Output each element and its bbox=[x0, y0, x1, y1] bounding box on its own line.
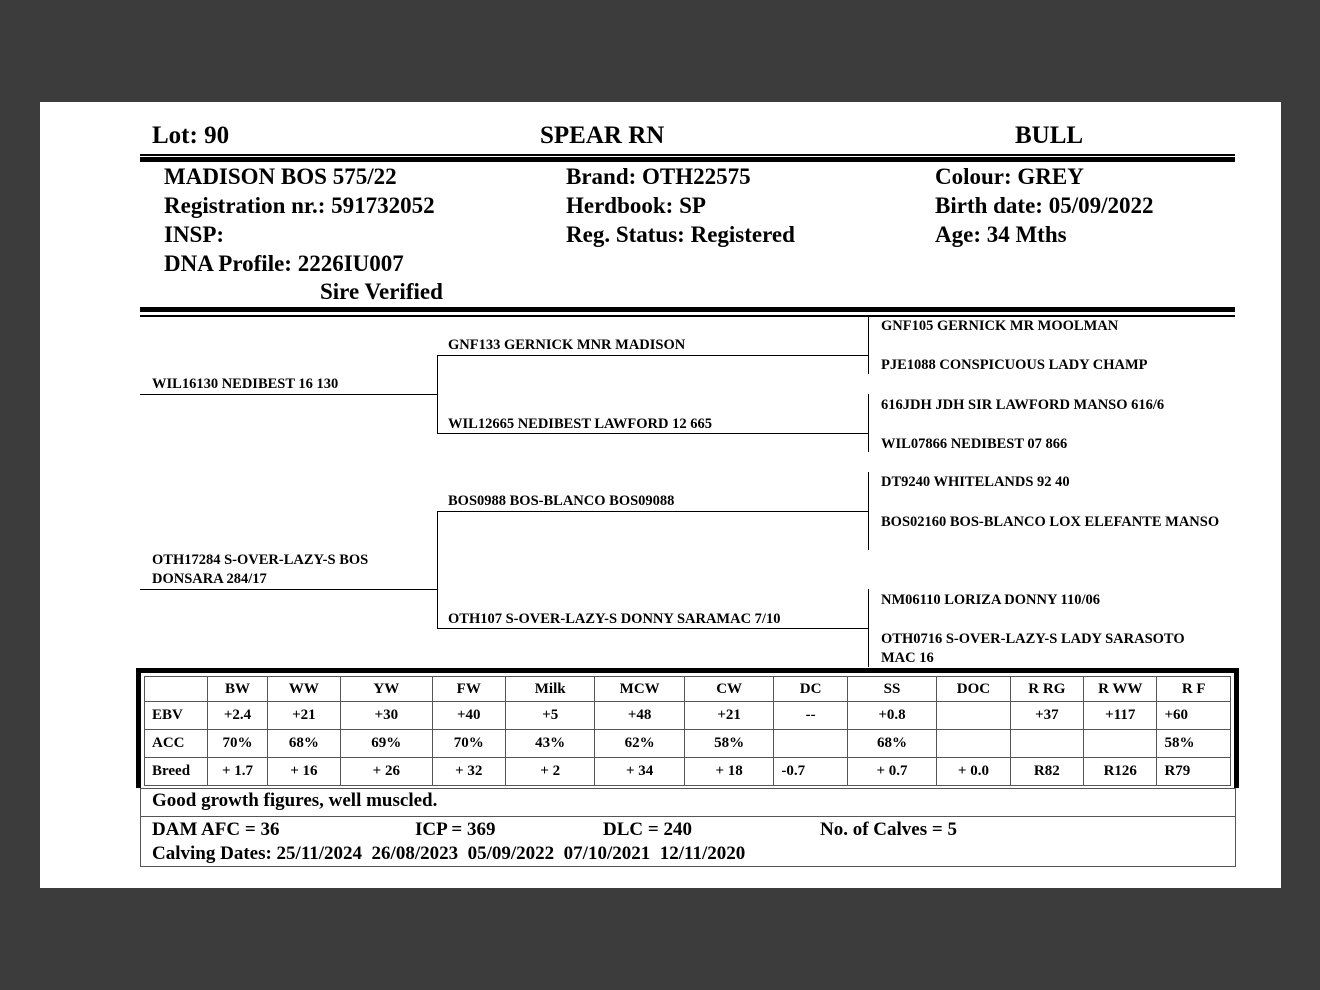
ebv-cell: 58% bbox=[684, 730, 773, 758]
calving-dates: Calving Dates: 25/11/2024 26/08/2023 05/09/2022 07/10/2021 12/11/2020 bbox=[152, 843, 746, 864]
pedigree-dam-sire: BOS0988 BOS-BLANCO BOS09088 bbox=[448, 493, 675, 509]
ebv-col-header: BW bbox=[208, 677, 267, 702]
pedigree-ggp-6: BOS02160 BOS-BLANCO LOX ELEFANTE MANSO bbox=[881, 514, 1220, 530]
pedigree-sire-sire: GNF133 GERNICK MNR MADISON bbox=[448, 337, 686, 353]
ebv-cell: + 26 bbox=[341, 758, 433, 786]
ebv-cell bbox=[937, 702, 1010, 730]
ebv-cell: + 0.0 bbox=[937, 758, 1010, 786]
pedigree-dam-dam: OTH107 S-OVER-LAZY-S DONNY SARAMAC 7/10 bbox=[448, 611, 781, 627]
dam-bracket bbox=[437, 511, 438, 628]
herdbook: Herdbook: SP bbox=[566, 193, 706, 218]
ebv-cell: R126 bbox=[1084, 758, 1157, 786]
pedigree-ggp-7: NM06110 LORIZA DONNY 110/06 bbox=[881, 592, 1100, 608]
colour: Colour: GREY bbox=[935, 164, 1084, 189]
ebv-header-row bbox=[145, 677, 1231, 702]
ebv-col-header: R WW bbox=[1084, 677, 1157, 702]
dam-calves: No. of Calves = 5 bbox=[820, 819, 957, 840]
ebv-cell: -- bbox=[774, 702, 847, 730]
ebv-col-header: FW bbox=[432, 677, 505, 702]
ebv-cell: 70% bbox=[432, 730, 505, 758]
sire-bracket bbox=[437, 355, 438, 433]
ebv-cell: 68% bbox=[267, 730, 340, 758]
pedigree-ggp-3: 616JDH JDH SIR LAWFORD MANSO 616/6 bbox=[881, 397, 1165, 413]
ebv-cell: 62% bbox=[595, 730, 684, 758]
pedigree-dam: OTH17284 S-OVER-LAZY-S BOS DONSARA 284/17 bbox=[152, 552, 369, 587]
dam-dlc: DLC = 240 bbox=[603, 819, 692, 840]
ebv-row-label: EBV bbox=[145, 702, 208, 730]
dam-icp: ICP = 369 bbox=[415, 819, 496, 840]
ebv-cell: +60 bbox=[1157, 702, 1231, 730]
ebv-cell: +30 bbox=[341, 702, 433, 730]
ebv-cell bbox=[774, 730, 847, 758]
header-rule-thick bbox=[140, 157, 1235, 162]
ebv-cell: 69% bbox=[341, 730, 433, 758]
ebv-frame-left bbox=[136, 668, 141, 788]
animal-name: MADISON BOS 575/22 bbox=[164, 164, 397, 189]
pedigree-ggp-1: GNF105 GERNICK MR MOOLMAN bbox=[881, 318, 1119, 334]
breed-title: SPEAR RN bbox=[540, 122, 665, 149]
ebv-col-header: SS bbox=[847, 677, 936, 702]
sire-dam-bracket bbox=[868, 394, 869, 452]
ebv-cell: R79 bbox=[1157, 758, 1231, 786]
age: Age: 34 Mths bbox=[935, 222, 1067, 247]
pedigree-ggp-5: DT9240 WHITELANDS 92 40 bbox=[881, 474, 1070, 490]
ebv-cell: +21 bbox=[267, 702, 340, 730]
pedigree-ggp-8: OTH0716 S-OVER-LAZY-S LADY SARASOTO MAC 16 bbox=[881, 631, 1185, 666]
ebv-cell: +40 bbox=[432, 702, 505, 730]
ebv-col-header: MCW bbox=[595, 677, 684, 702]
ebv-col-header: YW bbox=[341, 677, 433, 702]
ebv-cell: R82 bbox=[1010, 758, 1083, 786]
ebv-cell: 68% bbox=[847, 730, 936, 758]
pedigree-ggp-4: WIL07866 NEDIBEST 07 866 bbox=[881, 436, 1068, 452]
ebv-table bbox=[144, 676, 1231, 786]
lot-number: Lot: 90 bbox=[152, 122, 230, 149]
ebv-col-header: R F bbox=[1157, 677, 1231, 702]
dam-dam-bracket bbox=[868, 589, 869, 667]
dam-sire-line bbox=[437, 511, 868, 512]
ebv-cell: + 2 bbox=[505, 758, 594, 786]
ebv-cell: +48 bbox=[595, 702, 684, 730]
ebv-cell: +21 bbox=[684, 702, 773, 730]
ebv-row-breed bbox=[145, 758, 1231, 786]
ebv-row-ebv bbox=[145, 702, 1231, 730]
lot-sheet bbox=[40, 102, 1281, 888]
reg-status: Reg. Status: Registered bbox=[566, 222, 795, 247]
registration-number: Registration nr.: 591732052 bbox=[164, 193, 435, 218]
ebv-col-header: R RG bbox=[1010, 677, 1083, 702]
ebv-cell: 70% bbox=[208, 730, 267, 758]
sire-dam-line bbox=[437, 433, 868, 434]
ebv-cell bbox=[1010, 730, 1083, 758]
ebv-cell: +117 bbox=[1084, 702, 1157, 730]
ebv-col-header: WW bbox=[267, 677, 340, 702]
dam-sire-bracket bbox=[868, 472, 869, 550]
ebv-frame-right bbox=[1234, 668, 1239, 788]
sire-line bbox=[140, 394, 437, 395]
ebv-row-label: ACC bbox=[145, 730, 208, 758]
ebv-col-header: DC bbox=[774, 677, 847, 702]
pedigree-sire: WIL16130 NEDIBEST 16 130 bbox=[152, 376, 339, 392]
ebv-cell: -0.7 bbox=[774, 758, 847, 786]
sire-verified: Sire Verified bbox=[320, 279, 443, 304]
sex-label: BULL bbox=[1015, 122, 1084, 149]
birth-date: Birth date: 05/09/2022 bbox=[935, 193, 1154, 218]
ebv-row-acc bbox=[145, 730, 1231, 758]
ebv-row-label: Breed bbox=[145, 758, 208, 786]
ebv-cell: +37 bbox=[1010, 702, 1083, 730]
ebv-col-header bbox=[145, 677, 208, 702]
ebv-cell: +0.8 bbox=[847, 702, 936, 730]
info-rule-thick bbox=[140, 307, 1235, 312]
dam-afc: DAM AFC = 36 bbox=[152, 819, 280, 840]
remarks-divider bbox=[140, 816, 1235, 817]
ebv-cell: 43% bbox=[505, 730, 594, 758]
comment-text: Good growth figures, well muscled. bbox=[152, 790, 438, 811]
ebv-col-header: Milk bbox=[505, 677, 594, 702]
brand: Brand: OTH22575 bbox=[566, 164, 751, 189]
ebv-cell: + 16 bbox=[267, 758, 340, 786]
pedigree-ggp-2: PJE1088 CONSPICUOUS LADY CHAMP bbox=[881, 357, 1148, 373]
pedigree-sire-dam: WIL12665 NEDIBEST LAWFORD 12 665 bbox=[448, 416, 713, 432]
ebv-frame-top bbox=[136, 668, 1239, 673]
ebv-cell: + 18 bbox=[684, 758, 773, 786]
sire-sire-bracket bbox=[868, 316, 869, 374]
ebv-cell: +5 bbox=[505, 702, 594, 730]
dam-dam-line bbox=[437, 628, 868, 629]
insp-label: INSP: bbox=[164, 222, 225, 247]
ebv-cell: + 32 bbox=[432, 758, 505, 786]
header-rule-thin bbox=[140, 154, 1235, 156]
ebv-cell bbox=[1084, 730, 1157, 758]
ebv-col-header: CW bbox=[684, 677, 773, 702]
ebv-cell: + 0.7 bbox=[847, 758, 936, 786]
sire-sire-line bbox=[437, 355, 868, 356]
ebv-cell: + 34 bbox=[595, 758, 684, 786]
ebv-cell: +2.4 bbox=[208, 702, 267, 730]
ebv-cell: 58% bbox=[1157, 730, 1231, 758]
ebv-col-header: DOC bbox=[937, 677, 1010, 702]
dna-profile: DNA Profile: 2226IU007 bbox=[164, 251, 404, 276]
ebv-cell bbox=[937, 730, 1010, 758]
dam-line bbox=[140, 589, 437, 590]
ebv-cell: + 1.7 bbox=[208, 758, 267, 786]
